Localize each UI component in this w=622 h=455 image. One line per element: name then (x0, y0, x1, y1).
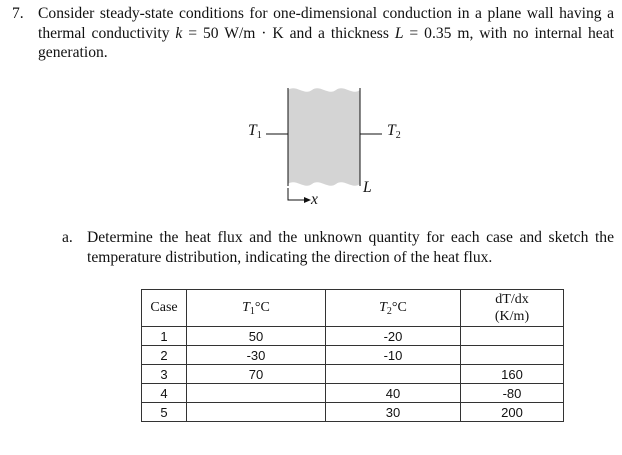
cell-dtdx (461, 327, 564, 346)
cell-case: 1 (142, 327, 187, 346)
cell-t1: -30 (187, 346, 326, 365)
cell-t2: 40 (326, 384, 461, 403)
cell-t1 (187, 384, 326, 403)
subquestion-text: Determine the heat flux and the unknown quantity for each case and sketch the temperature distribution, indicating the direction of the heat flux. (87, 229, 614, 266)
cell-t2: -10 (326, 346, 461, 365)
cell-t1: 70 (187, 365, 326, 384)
thickness-label: L (363, 179, 372, 196)
table-row (142, 384, 564, 403)
header-t1: $T_1^\circ C$ (187, 290, 326, 327)
k-variable: k (175, 24, 183, 42)
table-row (142, 327, 564, 346)
table-row (142, 346, 564, 365)
cases-table (141, 289, 564, 422)
cell-t2: 30 (326, 403, 461, 422)
x-axis-label: x (311, 191, 318, 208)
cell-t2 (326, 365, 461, 384)
subquestion-label: a. (62, 229, 73, 246)
problem-number: 7. (12, 5, 24, 22)
subquestion-a (62, 228, 614, 267)
t1-label: $T_1$ (248, 122, 262, 141)
wall-slab (288, 88, 360, 185)
x-axis-line (288, 188, 304, 200)
cell-dtdx: 200 (461, 403, 564, 422)
table-row (142, 403, 564, 422)
problem-statement (0, 4, 614, 63)
cell-case: 4 (142, 384, 187, 403)
cell-case: 3 (142, 365, 187, 384)
cell-dtdx: 160 (461, 365, 564, 384)
table-row (142, 365, 564, 384)
table-header-row (142, 290, 564, 327)
cell-t2: -20 (326, 327, 461, 346)
cell-case: 5 (142, 403, 187, 422)
header-dtdx: dT/dx (K/m) (461, 290, 564, 327)
header-t2: $T_2^\circ C$ (326, 290, 461, 327)
problem-text: Consider steady-state conditions for one-dimensional conduction in a plane wall having a thermal conductivity k = 50 W/m · K and a thickness L = 0.35 m, with no internal heat generation. (38, 5, 614, 61)
x-axis-arrowhead (304, 197, 311, 203)
t2-label: $T_2$ (387, 122, 401, 141)
cell-dtdx (461, 346, 564, 365)
cell-dtdx: -80 (461, 384, 564, 403)
cell-t1 (187, 403, 326, 422)
cell-t1: 50 (187, 327, 326, 346)
plane-wall-diagram (230, 84, 400, 214)
header-case: Case (142, 290, 187, 327)
cell-case: 2 (142, 346, 187, 365)
L-variable: L (394, 24, 404, 42)
